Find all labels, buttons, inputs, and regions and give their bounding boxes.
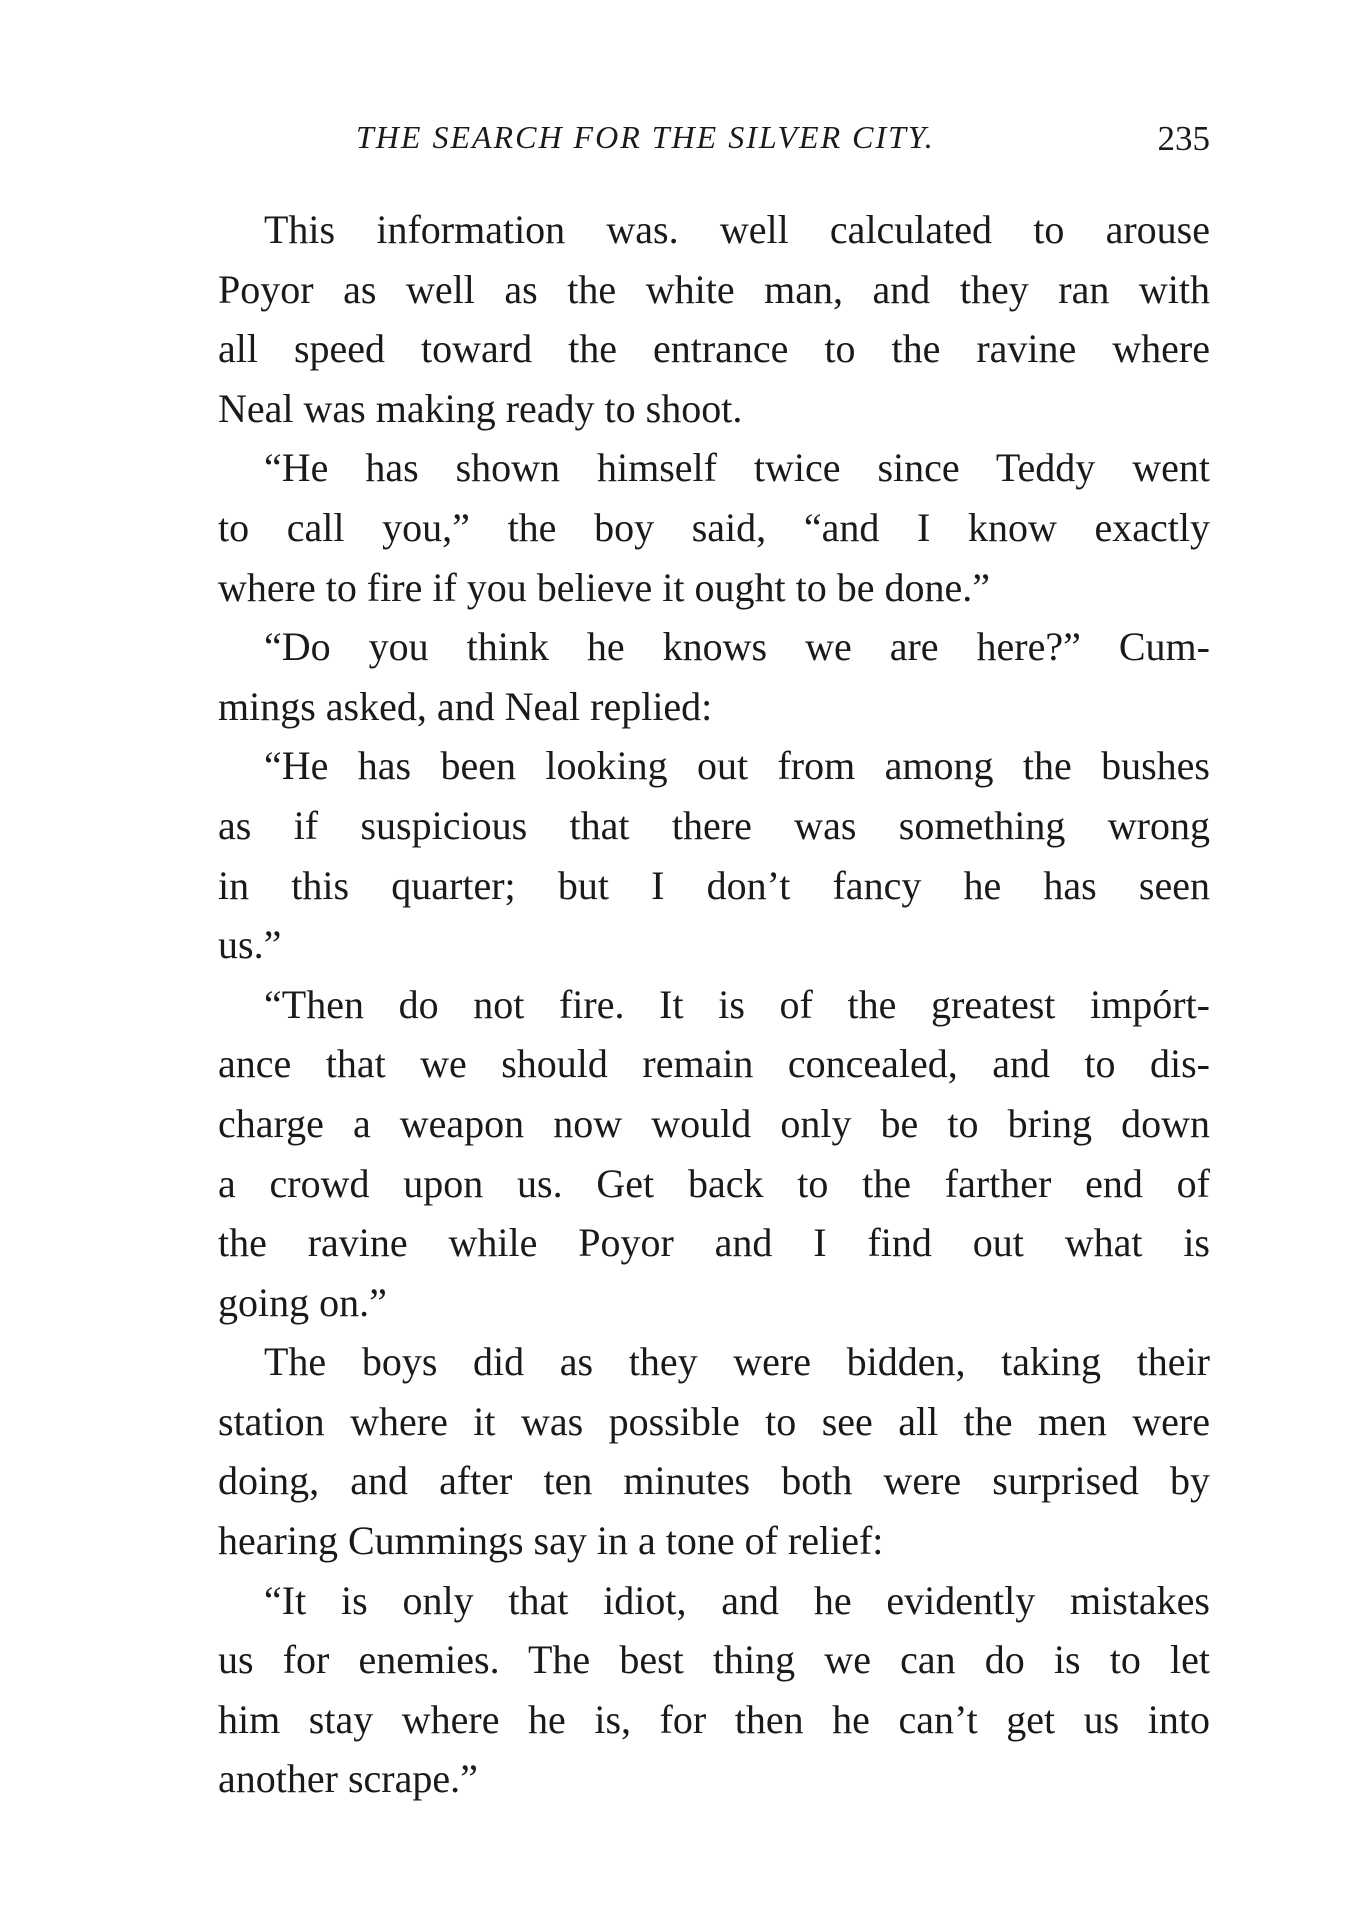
text-line: us for enemies. The best thing we can do is to let xyxy=(218,1637,1210,1683)
text-line: hearing Cummings say in a tone of relief: xyxy=(218,1518,884,1564)
text-line: The boys did as they were bidden, taking their xyxy=(264,1339,1210,1385)
paragraph xyxy=(218,975,1210,1333)
paragraph xyxy=(218,200,1210,438)
text-line: “Do you think he knows we are here?” Cum- xyxy=(264,624,1210,670)
paragraph xyxy=(218,736,1210,974)
text-line: “It is only that idiot, and he evidently mistakes xyxy=(264,1577,1210,1623)
text-line: to call you,” the boy said, “and I know exactly xyxy=(218,504,1210,550)
text-line: all speed toward the entrance to the ravine where xyxy=(218,326,1210,372)
paragraph xyxy=(218,1571,1210,1809)
text-line: Neal was making ready to shoot. xyxy=(218,385,743,431)
page-number: 235 xyxy=(1157,119,1210,158)
running-head xyxy=(220,112,1210,162)
paragraph xyxy=(218,617,1210,736)
text-line: “He has been looking out from among the bushes xyxy=(264,743,1210,789)
text-line: This information was. well calculated to arouse xyxy=(264,207,1210,252)
text-line: a crowd upon us. Get back to the farther end of xyxy=(218,1160,1210,1206)
body-text xyxy=(218,200,1210,1809)
text-line: the ravine while Poyor and I find out what is xyxy=(218,1220,1210,1266)
running-title: THE SEARCH FOR THE SILVER CITY. xyxy=(356,119,935,155)
text-line: “Then do not fire. It is of the greatest impórt- xyxy=(264,981,1210,1027)
paragraph xyxy=(218,1332,1210,1570)
text-line: another scrape.” xyxy=(218,1756,478,1802)
text-line: “He has shown himself twice since Teddy went xyxy=(264,445,1210,491)
text-line: station where it was possible to see all the men were xyxy=(218,1398,1210,1444)
text-line: charge a weapon now would only be to bring down xyxy=(218,1100,1210,1146)
paragraph xyxy=(218,438,1210,617)
text-line: us.” xyxy=(218,922,282,968)
text-line: mings asked, and Neal replied: xyxy=(218,683,713,729)
text-line: doing, and after ten minutes both were surprised by xyxy=(218,1458,1210,1504)
text-line: where to fire if you believe it ought to be done.” xyxy=(218,564,990,610)
text-line: ance that we should remain concealed, and to dis- xyxy=(218,1041,1210,1087)
text-line: Poyor as well as the white man, and they ran with xyxy=(218,266,1210,312)
text-line: in this quarter; but I don’t fancy he has seen xyxy=(218,862,1210,908)
text-line: him stay where he is, for then he can’t get us into xyxy=(218,1696,1210,1742)
text-line: going on.” xyxy=(218,1279,387,1325)
text-line: as if suspicious that there was something wrong xyxy=(218,802,1210,848)
